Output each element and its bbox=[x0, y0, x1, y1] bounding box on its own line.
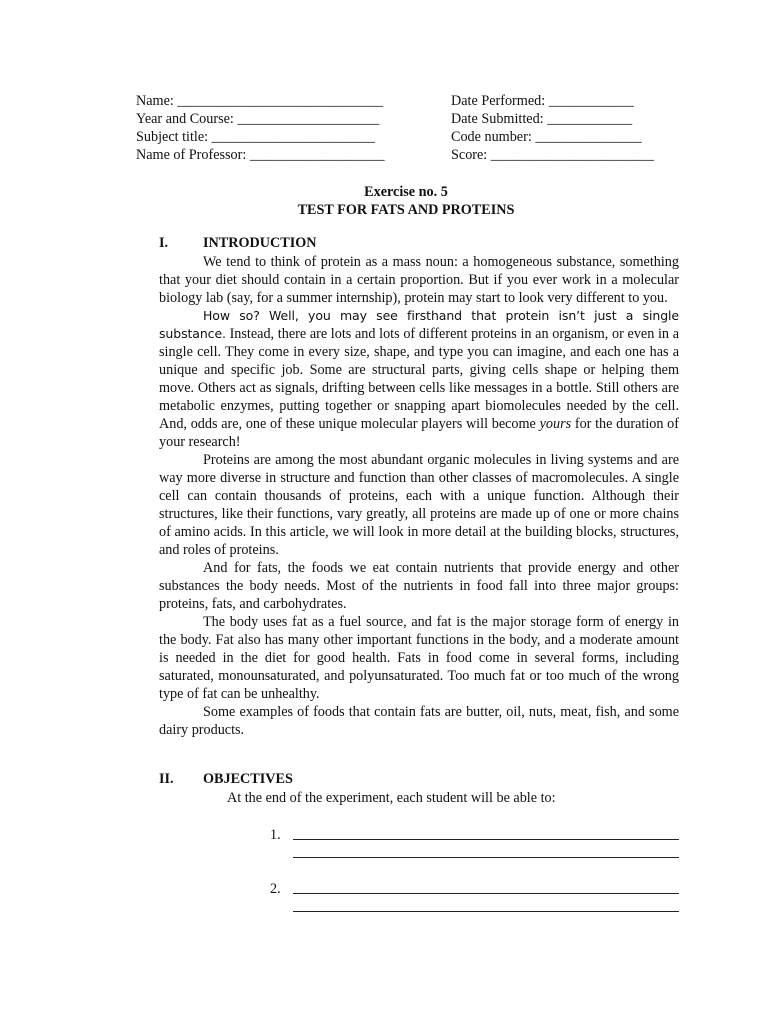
intro-paragraph-3: Proteins are among the most abundant organic molecules in living systems and are way more diverse in structure and function than other classes of macromolecules. A single cell can contain thousands of proteins, each with a unique function. Although their structures, like their functions, vary greatly, all proteins are made up of one or more chains of amino acids. In this article, we will look in more detail at the building blocks, structures, and roles of proteins. bbox=[159, 452, 679, 558]
objective-answer-line[interactable] bbox=[293, 857, 679, 858]
header-right-column bbox=[451, 92, 654, 164]
objectives-intro: At the end of the experiment, each student will be able to: bbox=[227, 790, 556, 806]
intro-paragraph-4: And for fats, the foods we eat contain nutrients that provide energy and other substances the body needs. Most of the nutrients in food fall into three major groups: proteins, fats, and carbohydrates. bbox=[159, 560, 679, 612]
intro-paragraph-2-body-b: for the duration of your research! bbox=[159, 416, 680, 450]
intro-paragraph-5: The body uses fat as a fuel source, and fat is the major storage form of energy in the body. Fat also has many other important functions in the body, and a moderate amount is needed in the diet for good health. Fats in food come in several forms, including saturated, monounsaturated, and polyunsaturated. Too much fat or too much of the wrong type of fat can be unhealthy. bbox=[159, 614, 679, 702]
exercise-number: Exercise no. 5 bbox=[364, 184, 448, 200]
exercise-title-block bbox=[0, 183, 768, 219]
intro-paragraph-2-body-a: Instead, there are lots and lots of different proteins in an organism, or even in a single cell. They come in every size, shape, and type you can imagine, and each one has a unique and specific job. Some are structural parts, giving cells shape or helping them move. Others act as signals, drifting between cells like messages in a bottle. Still others are metabolic enzymes, putting together or snapping apart biomolecules needed by the cell. And, odds are, one of these unique molecular players will become bbox=[159, 326, 679, 432]
subject-title-field-line: Subject title: _______________________ bbox=[136, 129, 375, 145]
objective-number: 2. bbox=[270, 881, 281, 897]
professor-field-line: Name of Professor: ___________________ bbox=[136, 147, 385, 163]
intro-paragraph-2-emphasis: yours bbox=[539, 416, 572, 432]
intro-paragraph-2-lead: How so? Well, you may see firsthand that protein isn’t just a single substance. bbox=[159, 308, 679, 341]
year-course-field-line: Year and Course: ____________________ bbox=[136, 111, 380, 127]
introduction-body bbox=[159, 253, 679, 739]
intro-paragraph-6: Some examples of foods that contain fats are butter, oil, nuts, meat, fish, and some dairy products. bbox=[159, 704, 679, 738]
introduction-title: INTRODUCTION bbox=[203, 235, 317, 251]
objectives-heading bbox=[159, 771, 293, 788]
header-left-column bbox=[136, 92, 385, 164]
introduction-numeral: I. bbox=[159, 235, 169, 251]
intro-paragraph-2 bbox=[159, 307, 679, 451]
objective-number: 1. bbox=[270, 827, 281, 843]
intro-paragraph-1: We tend to think of protein as a mass noun: a homogeneous substance, something that your diet should contain in a certain proportion. But if you ever work in a molecular biology lab (say, for a summer internship), protein may start to look very different to you. bbox=[159, 254, 679, 306]
objective-answer-line[interactable] bbox=[293, 911, 679, 912]
objectives-title: OBJECTIVES bbox=[203, 771, 293, 787]
introduction-heading bbox=[159, 235, 317, 252]
objective-answer-line[interactable] bbox=[293, 893, 679, 894]
exercise-title: TEST FOR FATS AND PROTEINS bbox=[297, 202, 515, 218]
date-submitted-field-line: Date Submitted: ____________ bbox=[451, 111, 633, 127]
code-number-field-line: Code number: _______________ bbox=[451, 129, 642, 145]
objectives-numeral: II. bbox=[159, 771, 174, 787]
objective-answer-line[interactable] bbox=[293, 839, 679, 840]
name-field-line: Name: _____________________________ bbox=[136, 93, 384, 109]
date-performed-field-line: Date Performed: ____________ bbox=[451, 93, 634, 109]
score-field-line: Score: _______________________ bbox=[451, 147, 654, 163]
